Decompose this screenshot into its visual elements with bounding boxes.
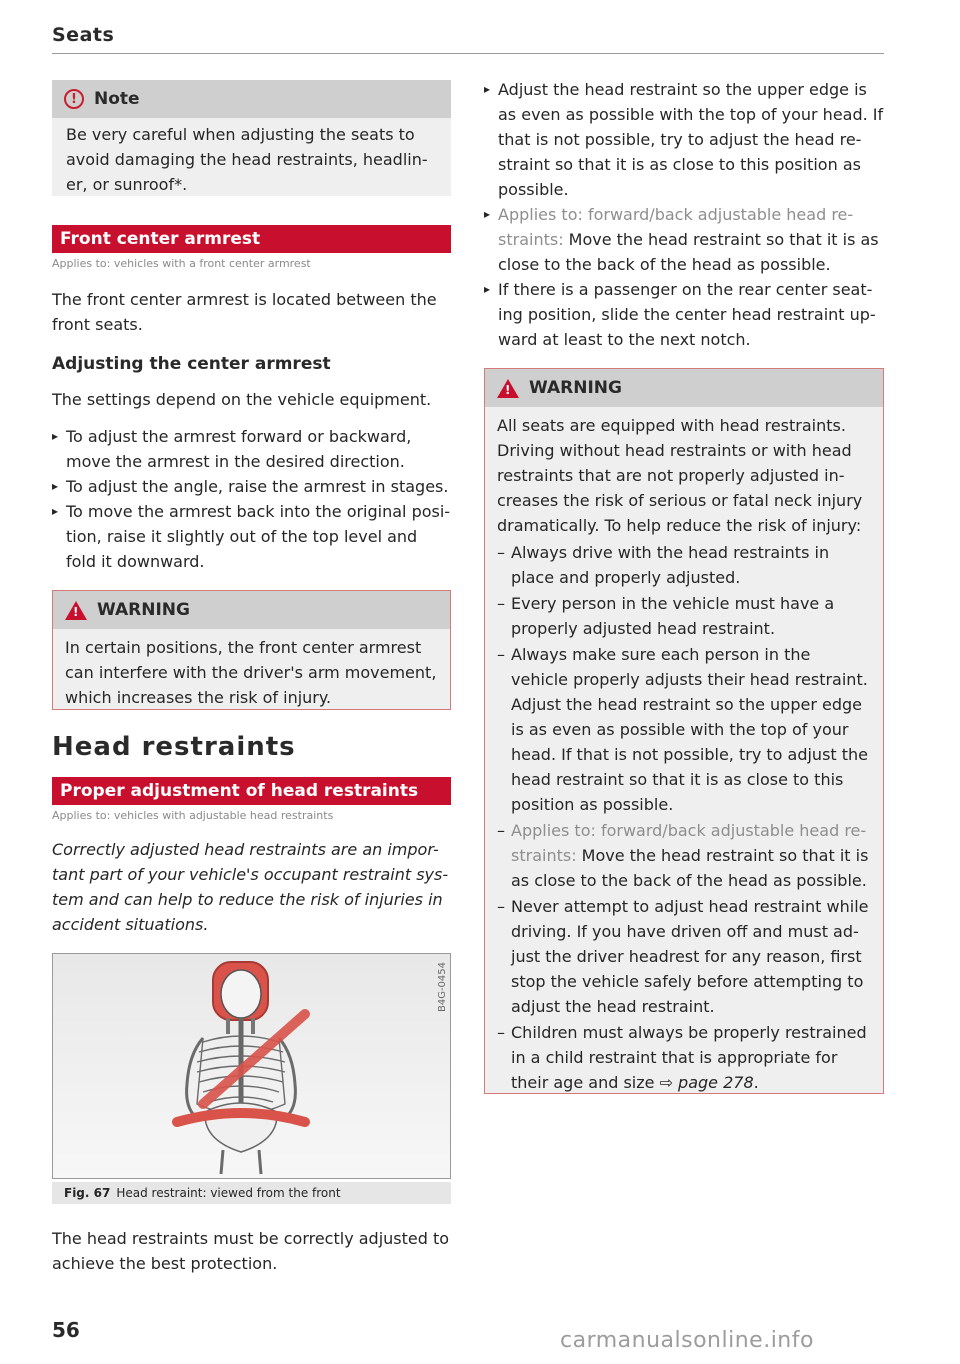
figure-caption-text: Head restraint: viewed from the front <box>116 1186 341 1200</box>
list-item: ▸ To adjust the angle, raise the armrest in stages. <box>52 474 452 499</box>
list-item: ▸ To move the armrest back into the original posi-tion, raise it slightly out of the top level and fold it downward. <box>52 499 452 574</box>
armrest-bullet-list <box>52 424 452 574</box>
figure-code: B4G-0454 <box>437 962 448 1013</box>
list-item: – Never attempt to adjust head restraint while driving. If you have driven off and must ad-just the driver headrest for any reason, first stop the vehicle safely before attempting to adjust the head restraint. <box>497 894 871 1019</box>
front-armrest-intro: The front center armrest is located between the front seats. <box>52 290 437 334</box>
warning-header <box>485 369 883 407</box>
head-restraint-warning-box <box>484 368 884 1094</box>
armrest-depends-text: The settings depend on the vehicle equipment. <box>52 390 432 409</box>
warning-triangle-icon: ! <box>497 379 519 398</box>
front-armrest-applies: Applies to: vehicles with a front center armrest <box>52 257 311 270</box>
head-restraints-applies: Applies to: vehicles with adjustable head restraints <box>52 809 334 822</box>
warning-header <box>53 591 450 629</box>
skeleton-illustration <box>53 954 450 1178</box>
applies-prefix: Applies to: forward/back adjustable head re-straints: <box>498 205 854 249</box>
list-item: – Every person in the vehicle must have a properly adjusted head restraint. <box>497 591 871 641</box>
warning-triangle-icon: ! <box>65 601 87 620</box>
exclamation-icon: ! <box>64 89 84 109</box>
page-number: 56 <box>52 1318 80 1342</box>
note-label: Note <box>94 89 140 109</box>
adjusting-armrest-heading: Adjusting the center armrest <box>52 354 331 374</box>
list-item: ▸ Applies to: forward/back adjustable head re-straints: Move the head restraint so that it is as close to the back of the head as possible. <box>484 202 884 277</box>
armrest-warning-text: In certain positions, the front center armrest can interfere with the driver's arm movement, which increases the risk of injury. <box>65 638 437 707</box>
figure-caption <box>52 1182 451 1204</box>
list-item: – Always make sure each person in the vehicle properly adjusts their head restraint. Adjust the head restraint so the upper edge is as even as possible with the top of your head. If that is not possible, try to adjust the head restraint so that it is as close to this position as possible. <box>497 642 871 817</box>
head-restraint-figure <box>52 953 451 1179</box>
note-text: Be very careful when adjusting the seats to avoid damaging the head restraints, headlin-er, or sunroof*. <box>66 125 428 194</box>
section-header: Seats <box>52 24 115 46</box>
warning-intro: All seats are equipped with head restraints. Driving without head restraints or with head restraints that are not properly adjusted in-creases the risk of serious or fatal neck injury dramatically. To help reduce the risk of injury: <box>497 416 863 535</box>
applies-prefix: Applies to: forward/back adjustable head re-straints: <box>511 821 867 865</box>
note-box <box>52 80 451 196</box>
head-restraints-title: Head restraints <box>52 732 296 762</box>
after-figure-text: The head restraints must be correctly adjusted to achieve the best protection. <box>52 1229 450 1273</box>
proper-adjustment-title: Proper adjustment of head restraints <box>52 777 451 805</box>
head-restraint-bullet-list <box>484 77 884 352</box>
armrest-warning-box <box>52 590 451 710</box>
list-item: ▸ If there is a passenger on the rear center seat-ing position, slide the center head restraint up-ward at least to the next notch. <box>484 277 884 352</box>
warning-dash-list <box>497 540 871 1095</box>
list-item: – Children must always be properly restrained in a child restraint that is appropriate for their age and size ⇨ page 278. <box>497 1020 871 1095</box>
head-restraints-intro: Correctly adjusted head restraints are an impor-tant part of your vehicle's occupant restraint sys-tem and can help to reduce the risk of injuries in accident situations. <box>52 840 449 934</box>
list-item: – Always drive with the head restraints in place and properly adjusted. <box>497 540 871 590</box>
warning-label: WARNING <box>529 378 622 398</box>
note-header <box>52 80 451 118</box>
list-item: ▸ Adjust the head restraint so the upper edge is as even as possible with the top of your head. If that is not possible, try to adjust the head re-straint so that it is as close to this position as possible. <box>484 77 884 202</box>
warning-label: WARNING <box>97 600 190 620</box>
front-armrest-title: Front center armrest <box>52 225 451 253</box>
figure-number: Fig. 67 <box>64 1186 111 1200</box>
list-item: – Applies to: forward/back adjustable head re-straints: Move the head restraint so that it is as close to the back of the head as possible. <box>497 818 871 893</box>
page-reference-link[interactable]: ⇨ page 278 <box>659 1073 754 1092</box>
list-item: ▸ To adjust the armrest forward or backward, move the armrest in the desired direction. <box>52 424 452 474</box>
header-divider <box>52 53 884 54</box>
watermark: carmanualsonline.info <box>560 1328 814 1353</box>
